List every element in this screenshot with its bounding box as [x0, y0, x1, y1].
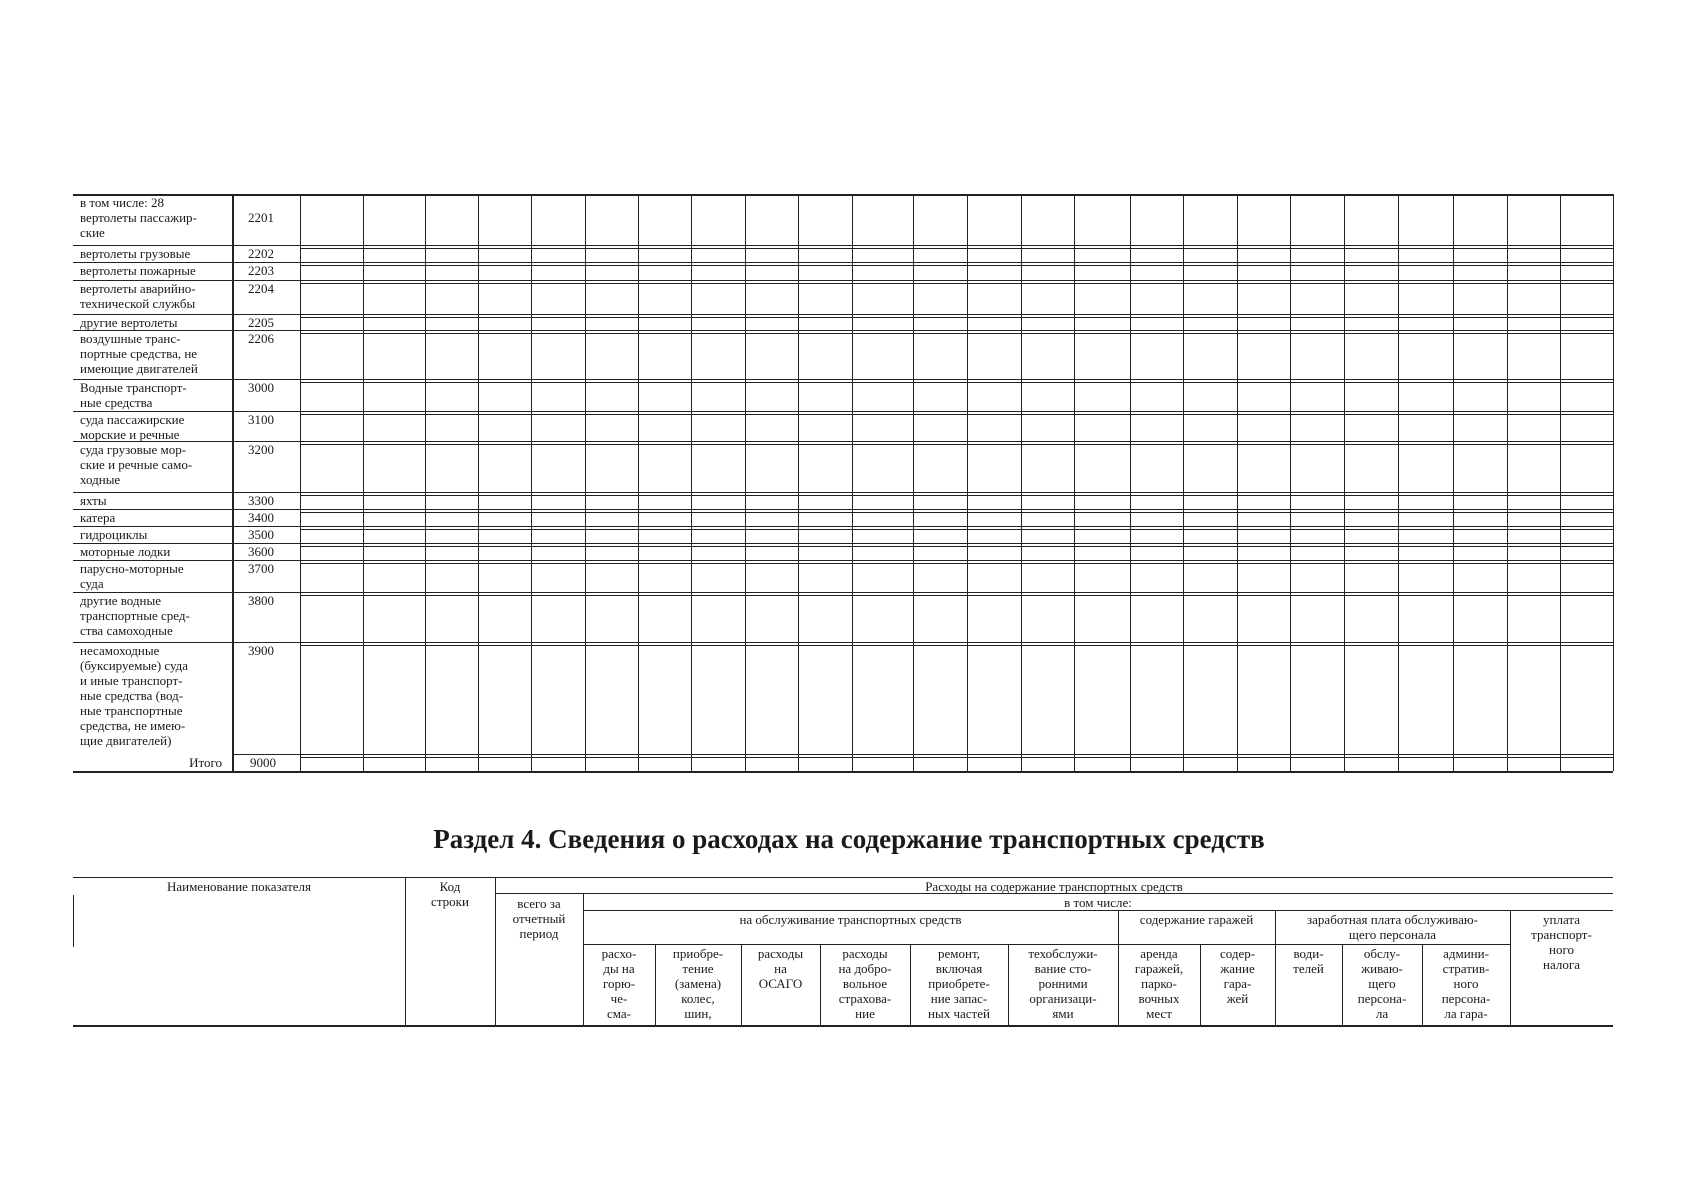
row-label: гидроциклы: [80, 527, 148, 542]
header-tires: приобре- тение (замена) колес, шин,: [672, 946, 724, 1021]
header-garage-rent: аренда гаражей, парко- вочных мест: [1134, 946, 1184, 1021]
row-label: суда грузовые мор- ские и речные само- ходные: [80, 442, 193, 487]
header-admin-staff: админи- стратив- ного персона- ла гара-: [1441, 946, 1491, 1021]
total-code: 9000: [250, 755, 276, 770]
row-label: вертолеты грузовые: [80, 246, 191, 261]
row-code: 3000: [248, 380, 274, 395]
row-code: 2202: [248, 246, 274, 261]
row-label: катера: [80, 510, 116, 525]
header-osago: расходы на ОСАГО: [757, 946, 804, 991]
row-label: Водные транспорт- ные средства: [80, 380, 187, 410]
row-code: 2204: [248, 281, 274, 296]
row-label: парусно-моторные суда: [80, 561, 184, 591]
header-garage-upkeep: содер- жание гара- жей: [1219, 946, 1256, 1006]
row-label: вертолеты аварийно- технической службы: [80, 281, 196, 311]
header-code: Код строки: [431, 879, 469, 909]
header-total-period: всего за отчетный период: [512, 896, 566, 941]
row-label: моторные лодки: [80, 544, 171, 559]
header-garages: содержание гаражей: [1139, 912, 1254, 927]
row-code: 3800: [248, 593, 274, 608]
header-third-party-service: техобслужи- вание сто- ронними организаци- ями: [1028, 946, 1098, 1021]
section-4-title: Раздел 4. Сведения о расходах на содержание транспортных средств: [433, 824, 1265, 854]
row-code: 3700: [248, 561, 274, 576]
row-code: 3900: [248, 643, 274, 658]
row-label: другие вертолеты: [80, 315, 178, 330]
row-label: другие водные транспортные сред- ства самоходные: [80, 593, 190, 638]
header-fuel: расхо- ды на горю- че- сма-: [601, 946, 637, 1021]
row-code: 2206: [248, 331, 274, 346]
total-label: Итого: [189, 755, 222, 770]
header-service-staff: обслу- живаю- щего персона- ла: [1357, 946, 1407, 1021]
header-voluntary-insurance: расходы на добро- вольное страхова- ние: [838, 946, 892, 1021]
row-code: 3300: [248, 493, 274, 508]
row-code: 3600: [248, 544, 274, 559]
header-expenses: Расходы на содержание транспортных средств: [925, 879, 1183, 894]
header-drivers: води- телей: [1293, 946, 1324, 976]
row-label: яхты: [80, 493, 107, 508]
row-label: несамоходные (буксируемые) суда и иные транспорт- ные средства (вод- ные транспортные средства, не имею- щие двигателей): [80, 643, 189, 748]
row-code: 3200: [248, 442, 274, 457]
header-repair: ремонт, включая приобрете- ние запас- ных частей: [928, 946, 990, 1021]
header-salary: заработная плата обслуживаю- щего персонала: [1307, 912, 1478, 942]
header-including: в том числе:: [1064, 895, 1132, 910]
header-tax: уплата транспорт- ного налога: [1531, 912, 1592, 972]
row-code: 3400: [248, 510, 274, 525]
row-code: 2201: [248, 210, 274, 225]
header-service: на обслуживание транспортных средств: [739, 912, 962, 927]
row-code: 3100: [248, 412, 274, 427]
row-label: воздушные транс- портные средства, не имеющие двигателей: [80, 331, 198, 376]
row-label: суда пассажирские морские и речные: [80, 412, 185, 442]
row-code: 2205: [248, 315, 274, 330]
header-name: Наименование показателя: [166, 879, 312, 894]
row-code: 2203: [248, 263, 274, 278]
row-label: в том числе: 28 вертолеты пассажир- ские: [80, 195, 197, 240]
row-code: 3500: [248, 527, 274, 542]
row-label: вертолеты пожарные: [80, 263, 196, 278]
